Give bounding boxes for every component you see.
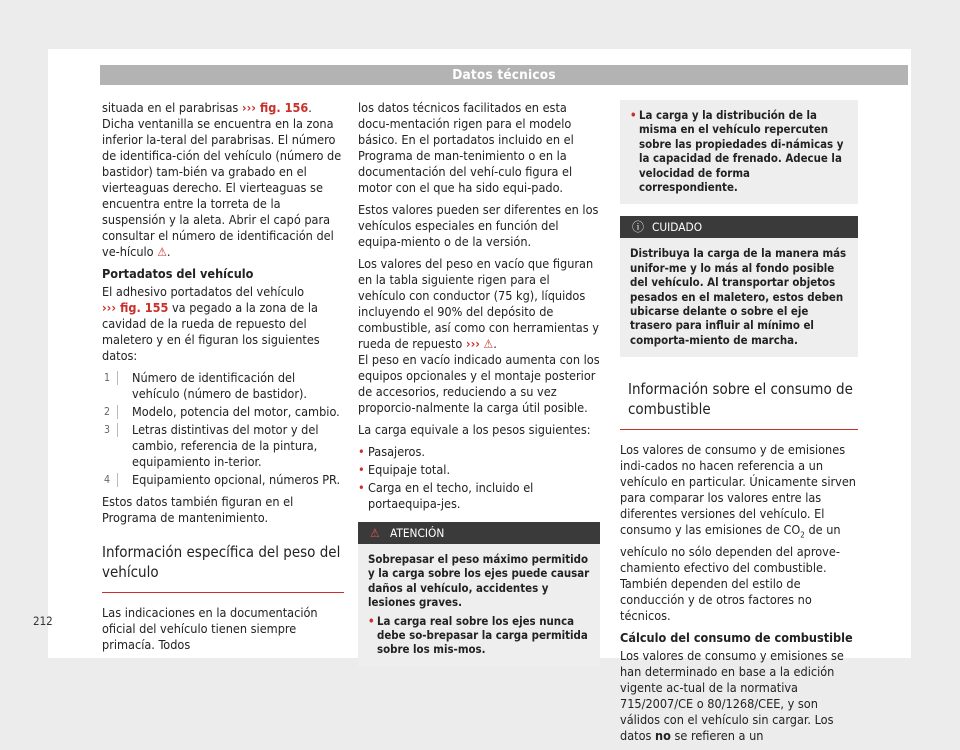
warning-box-continued: • La carga y la distribución de la misma en el vehículo repercuten sobre las propiedades di-námicas y la capacidad de frenado. Adecue la velocidad de forma correspondiente. xyxy=(620,100,858,204)
warning-triangle-icon: ⚠ xyxy=(483,337,494,351)
bullet-list xyxy=(358,444,600,512)
caution-box-body: Distribuya la carga de la manera más unifor-me y lo más al fondo posible del vehículo. Al transportar objetos pesados en el maletero, estos deben ubicarse delante o sobre el eje trasero para influir al mínimo el comporta-miento de marcha. xyxy=(630,246,847,347)
subheading: Cálculo del consumo de combustible xyxy=(620,629,853,645)
page-header: Datos técnicos xyxy=(100,65,908,85)
list-item: • Carga en el techo, incluido el portaequipa-jes. xyxy=(358,480,600,512)
list-item: 3 Letras distintivas del motor y del cambio, referencia de la pintura, equipamiento in-terior. xyxy=(104,422,319,469)
ref-link-arrow[interactable]: ››› xyxy=(465,336,480,351)
paragraph: El adhesivo portadatos del vehículo ››› fig. 155 va pegado a la zona de la cavidad de la rueda de repuesto del maletero y en él figuran los siguientes datos: xyxy=(102,284,320,363)
paragraph: Los valores de consumo y emisiones se han determinado en base a la edición vigente ac-tual de la normativa 715/2007/CE o 80/1268/CEE, y son válidos con el vehículo sin cargar. Los datos no se refieren a un xyxy=(620,647,844,743)
paragraph: Los valores del peso en vacío que figuran en la tabla siguiente rigen para el vehículo con conductor (75 kg), líquidos incluyendo el 90% del depósito de combustible, así como con herramientas y rueda de repuesto ››› ⚠. El peso en vacío indicado aumenta con los equipos opcionales y el montaje posterior de accesorios, reduciendo a su vez proporcio-nalmente la carga útil posible. xyxy=(358,256,600,415)
page-number: 212 xyxy=(33,614,53,628)
fig-link[interactable]: fig. 155 xyxy=(116,300,169,315)
document-page xyxy=(48,49,911,743)
caution-box xyxy=(620,216,858,357)
column-middle xyxy=(358,100,600,679)
caution-box-header: ⓘ CUIDADO xyxy=(620,216,858,238)
paragraph: Estos valores pueden ser diferentes en los vehículos especiales en función del equipa-miento o de la versión. xyxy=(358,202,599,249)
list-item: 4 Equipamiento opcional, números PR. xyxy=(104,472,341,487)
fig-link-arrow[interactable]: ››› xyxy=(102,300,117,315)
paragraph: Los valores de consumo y de emisiones indi-cados no hacen referencia a un vehículo en particular. Únicamente sirven para comparar los valores entre las diferentes versiones del vehículo. El consumo y las emisiones de $CO_2$ de un vehículo no sólo dependen del aprove-chamiento efectivo del combustible. También dependen del estilo de conducción y de otros factores no técnicos. xyxy=(620,442,856,623)
subheading: Portadatos del vehículo xyxy=(102,266,254,281)
paragraph: Estos datos también figuran en el Programa de mantenimiento. xyxy=(102,494,294,525)
paragraph: situada en el parabrisas ››› fig. 156. Dicha ventanilla se encuentra en la zona inferior la-teral del parabrisas. El número de identifica-ción del vehículo (número de bastidor) tam-bién va grabado en el vierteaguas derecho. El vierteaguas se encuentra entre la torreta de la suspensión y la aleta. Abrir el capó para consultar el número de identificación del ve-hículo ⚠. xyxy=(102,100,342,259)
section-heading: Información específica del peso del vehículo xyxy=(102,532,344,593)
column-right xyxy=(620,100,858,750)
warning-box-header: ⚠ ATENCIÓN xyxy=(358,522,600,544)
warning-box xyxy=(358,522,600,667)
list-item: • Pasajeros. xyxy=(358,444,600,460)
list-item: • Equipaje total. xyxy=(358,462,600,478)
paragraph: Las indicaciones en la documentación oficial del vehículo tienen siempre primacía. Todos xyxy=(102,605,318,652)
list-item: 2 Modelo, potencia del motor, cambio. xyxy=(104,404,340,419)
warning-triangle-icon: ⚠ xyxy=(370,526,380,540)
info-circle-icon: ⓘ xyxy=(632,220,645,235)
column-left xyxy=(102,100,344,659)
paragraph: los datos técnicos facilitados en esta docu-mentación rigen para el modelo básico. En el portadatos incluido en el Programa de man-tenimiento o en la documentación del vehí-culo figura el motor con el que ha sido equi-pado. xyxy=(358,100,574,195)
warning-box-body: Sobrepasar el peso máximo permitido y la carga sobre los ejes puede causar daños al vehículo, accidentes y lesiones graves. • La carga real sobre los ejes nunca debe so-brepasar la carga permitida sobre los mis-mos. xyxy=(358,544,600,667)
fig-link[interactable]: fig. 156 xyxy=(255,100,309,115)
paragraph: La carga equivale a los pesos siguientes: xyxy=(358,422,591,437)
warning-triangle-icon: ⚠ xyxy=(157,245,167,259)
list-item: 1 Número de identificación del vehículo (número de bastidor). xyxy=(104,370,307,401)
fig-link-arrow[interactable]: ››› xyxy=(241,100,256,115)
section-heading: Información sobre el consumo de combustible xyxy=(620,369,858,430)
numbered-list xyxy=(104,370,344,488)
